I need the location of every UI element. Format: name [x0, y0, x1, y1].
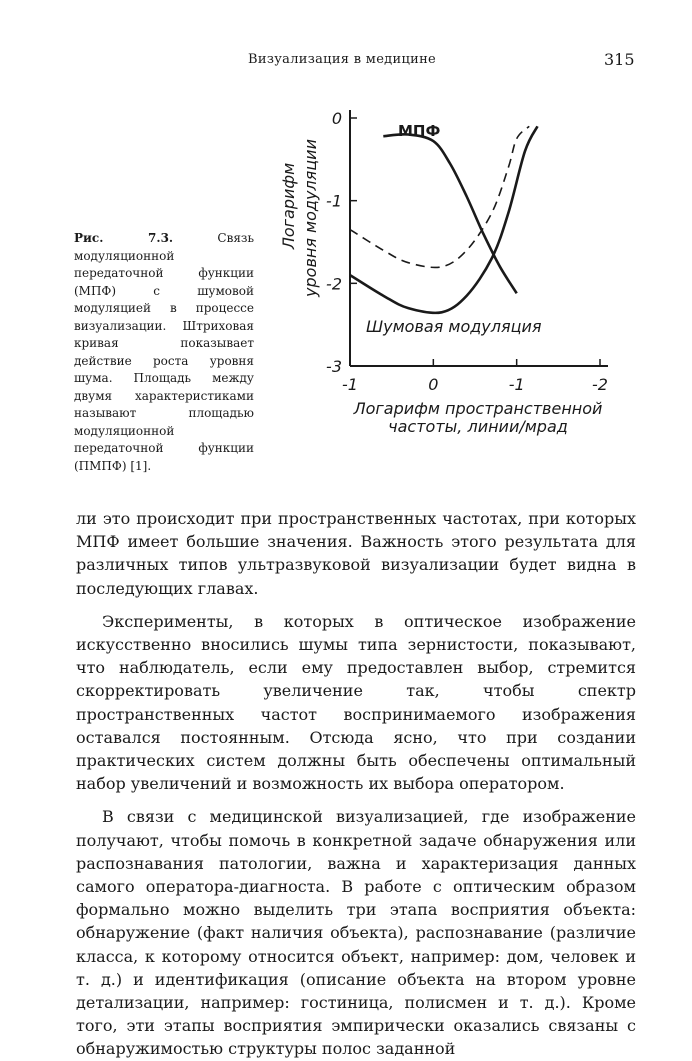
x-tick-label: -2 — [592, 375, 608, 394]
mtf-curve-label: МПФ — [398, 122, 441, 140]
paragraph-2: Эксперименты, в которых в оптическое изображение искусственно вносились шумы типа зернистости, показывают, что наблюдатель, если ему предоставлен выбор, стремится скорректировать увеличение так, чтобы спектр пространственных частот воспринимаемого изображения оставался постоянным. Отсюда ясно, что при создании практических систем должны быть обеспечены оптимальный набор увеличений и возможность их выбора оператором. — [76, 611, 636, 794]
y-tick-label: -2 — [326, 274, 342, 294]
x-tick-label: 0 — [428, 375, 439, 394]
page-number: 315 — [604, 50, 635, 69]
x-tick-label: -1 — [342, 375, 358, 394]
paragraph-3: В связи с медицинской визуализацией, где изображение получают, чтобы помочь в конкретной задаче обнаружения или распознавания патологии, важна и характеризация данных самого оператора-диагноста. В работе с оптическим образом формально можно выделить три этапа восприятия объекта: обнаружение (факт наличия объекта), распознавание (различие класса, к которому относится объект, например: дом, человек и т. д.) и идентификация (описание объекта на втором уровне детализации, например: гостиница, полисмен и т. д.). Кроме того, эти этапы восприятия эмпирически оказались связаны с обнаружимостью структуры полос заданной — [76, 807, 636, 1059]
paragraph-1: ли это происходит при пространственных частотах, при которых МПФ имеет большие значения. Важность этого результата для различных типов ультразвуковой визуализации будет видна в последующих главах. — [76, 509, 636, 598]
body-text — [76, 507, 636, 1061]
y-tick-label: -3 — [326, 357, 342, 376]
figure-label: Рис. 7.3. — [74, 231, 174, 245]
running-title: Визуализация в медицине — [248, 52, 437, 67]
caption-text: Связь модуляционной передаточной функции (МПФ) с шумовой модуляцией в процессе визуализации. Штриховая кривая показывает действие роста уровня шума. Площадь между двумя характеристиками называют площадью модуляционной передаточной функции (ПМПФ) [1]. — [74, 231, 254, 473]
chart-labels — [279, 109, 608, 436]
y-axis-label-line-1: Логарифм — [279, 162, 298, 250]
y-tick-label: 0 — [331, 109, 342, 128]
x-axis-label-line-1: Логарифм пространственной — [353, 399, 603, 418]
x-axis-label-line-2: частоты, линии/мрад — [388, 417, 568, 436]
x-tick-label: -1 — [508, 375, 525, 394]
figure — [270, 98, 630, 442]
noise-curve-label: Шумовая модуляция — [366, 317, 542, 336]
figure-caption — [74, 230, 254, 475]
y-tick-label: -1 — [326, 191, 342, 211]
running-head — [0, 52, 692, 72]
y-axis-label-line-2: уровня модуляции — [301, 139, 320, 297]
chart-curves — [350, 126, 538, 313]
chart — [270, 98, 630, 438]
mtf-curve — [383, 134, 516, 293]
